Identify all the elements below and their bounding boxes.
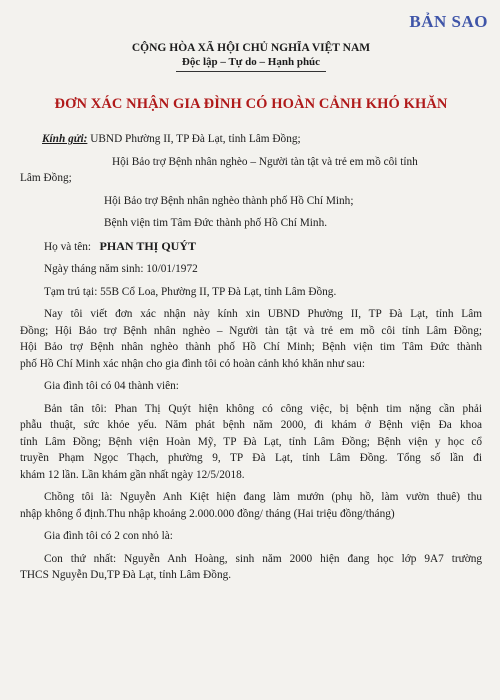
document-body: [20, 131, 482, 584]
national-header: [20, 42, 482, 72]
children-line: Gia đình tôi có 2 con nhỏ là:: [44, 530, 173, 542]
motto-underline: [176, 71, 326, 72]
recipient-2-cont: Lâm Đồng;: [20, 172, 72, 184]
recipient-2: Hội Bảo trợ Bệnh nhân nghèo – Người tàn tật và trẻ em mồ côi tỉnh: [112, 155, 418, 168]
paragraph-4-line-1: Con thứ nhất: Nguyễn Anh Hoàng, sinh năm 2000 hiện đang học lớp 9A7 trường: [44, 552, 482, 565]
recipient-1: UBND Phường II, TP Đà Lạt, tỉnh Lâm Đồng;: [90, 133, 301, 145]
paragraph-4-line-2: THCS Nguyễn Du,TP Đà Lạt, tỉnh Lâm Đồng.: [20, 569, 232, 581]
members-line: Gia đình tôi có 04 thành viên:: [44, 380, 179, 392]
paragraph-2-line-3: tỉnh Lâm Đồng; Bệnh viện Hoàn Mỹ, TP Đà Lạt, tỉnh Lâm Đồng; Bệnh viện y học cổ: [20, 435, 482, 448]
paragraph-1-line-2: Đồng; Hội Bảo trợ Bệnh nhân nghèo – Người tàn tật và trẻ em mồ côi tỉnh Lâm Đồng;: [20, 324, 482, 337]
paragraph-2-line-4: truyền Phạm Ngọc Thạch, phường 9, TP Đà Lạt, tỉnh Lâm Đồng. Tổng số lần đi: [20, 452, 482, 464]
name-value: PHAN THỊ QUÝT: [99, 238, 197, 253]
paragraph-1-line-3: Hội Bảo trợ Bệnh nhân nghèo thành phố Hồ Chí Minh; Bệnh viện tim Tâm Đức thành: [20, 341, 482, 353]
paragraph-3-line-1: Chồng tôi là: Nguyễn Anh Kiệt hiện đang làm mướn (phụ hồ, làm vườn thuê) thu: [44, 491, 482, 503]
paragraph-2-line-5: khám 12 lần. Lần khám gần nhất ngày 12/5/2018.: [20, 468, 245, 481]
paragraph-1-line-1: Nay tôi viết đơn xác nhận này kính xin UBND Phường II, TP Đà Lạt, tỉnh Lâm: [44, 308, 482, 320]
copy-stamp: BẢN SAO: [409, 12, 488, 31]
nation-name: CỘNG HÒA XÃ HỘI CHỦ NGHĨA VIỆT NAM: [131, 42, 371, 54]
paragraph-3-line-2: nhập không ổ định.Thu nhập khoảng 2.000.000 đồng/ tháng (Hai triệu đồng/tháng): [20, 507, 395, 520]
dob-line: Ngày tháng năm sinh: 10/01/1972: [44, 263, 198, 275]
paragraph-1-line-4: phố Hồ Chí Minh xác nhận cho gia đình tôi có hoàn cảnh khó khăn như sau:: [20, 357, 365, 370]
address-line: Tạm trú tại: 55B Cổ Loa, Phường II, TP Đà Lạt, tỉnh Lâm Đồng.: [44, 285, 337, 298]
recipient-line-1: [20, 131, 482, 148]
paragraph-2-line-2: phẫu thuật, sức khỏe yếu. Năm phát bệnh năm 2000, đi khám ở Bệnh viện Đa khoa: [20, 419, 482, 431]
national-motto: Độc lập – Tự do – Hạnh phúc: [181, 56, 321, 68]
recipient-4: Bệnh viện tim Tâm Đức thành phố Hồ Chí Minh.: [104, 217, 328, 229]
name-label: Họ và tên:: [44, 240, 92, 253]
recipient-label: Kính gửi:: [42, 133, 88, 145]
recipient-3: Hội Bảo trợ Bệnh nhân nghèo thành phố Hồ Chí Minh;: [104, 194, 354, 207]
document-title: ĐƠN XÁC NHẬN GIA ĐÌNH CÓ HOÀN CẢNH KHÓ KHĂN: [54, 96, 448, 112]
paragraph-2-line-1: Bản tân tôi: Phan Thị Quýt hiện không có công việc, bị bệnh tim nặng cần phải: [44, 402, 482, 415]
name-line: [20, 238, 482, 256]
